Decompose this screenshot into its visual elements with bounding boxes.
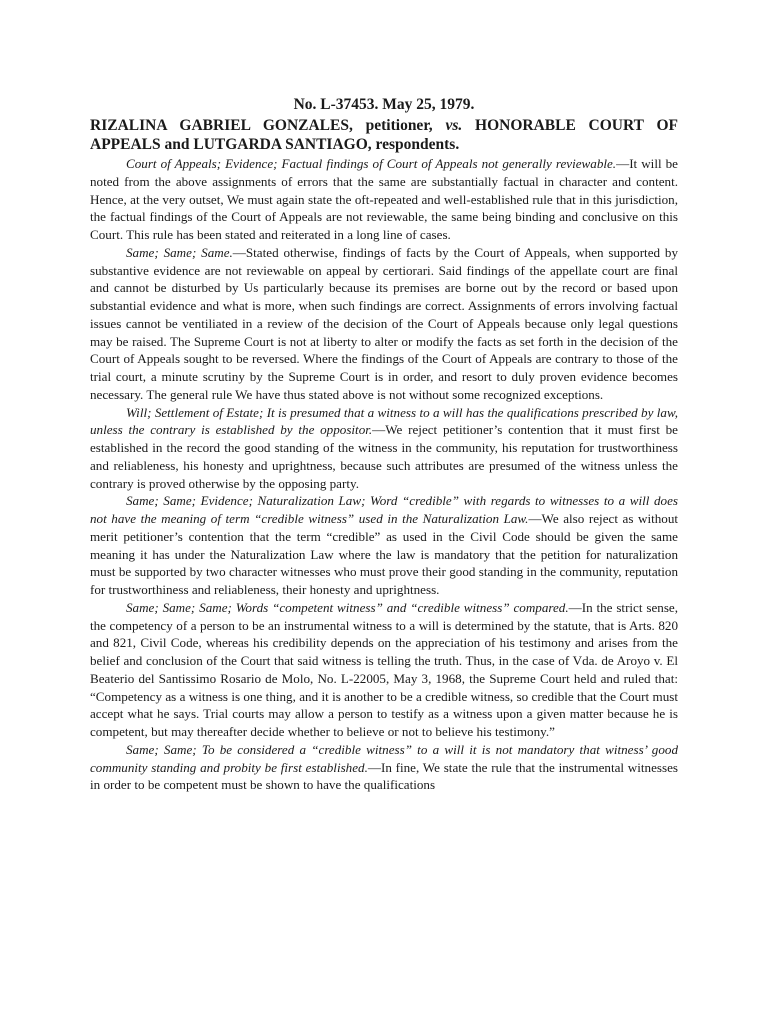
syllabus-heading: Same; Same; Same; Words “competent witness” and “credible witness” compared. — [126, 599, 569, 615]
syllabus-heading: Same; Same; To be considered a “credible witness” to a will it is not mandatory that witness’ good community standing and probity be first established. — [90, 741, 678, 775]
syllabus-body: —In fine, We state the rule that the instrumental witnesses in order to be competent must be shown to have the qualifications — [90, 759, 678, 793]
respondents-name: HONORABLE COURT OF APPEALS and LUTGARDA SANTIAGO, respondents. — [90, 117, 679, 153]
syllabus-heading: Same; Same; Evidence; Naturalization Law; Word “credible” with regards to witnesses to a will does not have the meaning of term “credible witness” used in the Naturalization Law. — [90, 493, 678, 526]
syllabus-heading: Same; Same; Same. — [126, 244, 233, 260]
syllabus-heading: Will; Settlement of Estate; It is presumed that a witness to a will has the qualifications prescribed by law, unless the contrary is established by the oppositor. — [90, 404, 678, 438]
syllabus-body: —We reject petitioner’s contention that it must first be established in the record the good standing of the witness in the community, his reputation for trustworthiness and reliableness, his honesty and uprightness, because such attributes are presumed of the witness unless the contrary is proved otherwise by the opposing party. — [90, 422, 678, 491]
syllabus-heading: Court of Appeals; Evidence; Factual findings of Court of Appeals not generally reviewable. — [126, 156, 617, 171]
syllabus-body: —Stated otherwise, findings of facts by the Court of Appeals, when supported by substantive evidence are not reviewable on appeal by certiorari. Said findings of the appellate court are final and cannot be disturbed by Us particularly because its premises are borne out by the record or based upon substantial evidence and what is more, when such findings are correct. Assignments of errors involving factual issues cannot be ventiliated in a review of the decision of the Court of Appeals because only legal questions may be raised. The Supreme Court is not at liberty to alter or modify the facts as set forth in the decision of the Court of Appeals sought to be reversed. Where the findings of the Court of Appeals are contrary to those of the trial court, a minute scrutiny by the Supreme Court is in order, and resort to duly proven evidence becomes necessary. The general rule We have thus stated above is not without some recognized exceptions. — [90, 244, 678, 402]
syllabus-body: —In the strict sense, the competency of a person to be an instrumental witness to a will is determined by the statute, that is Arts. 820 and 821, Civil Code, whereas his credibility depends on the appreciation of his testimony and arises from the belief and conclusion of the Court that said witness is telling the truth. Thus, in the case of Vda. de Aroyo v. El Beaterio del Santissimo Rosario de Molo, No. L-22005, May 3, 1968, the Supreme Court held and ruled that: “Competency as a witness is one thing, and it is another to be a credible witness, so credible that the Court must accept what he says. Trial courts may allow a person to testify as a witness upon a given matter because he is competent, but may thereafter decide whether to believe or not to believe his testimony.” — [90, 599, 679, 739]
syllabus-paragraph-6 — [90, 741, 678, 794]
syllabus-paragraph-2 — [90, 244, 678, 404]
syllabus-body: —We also reject as without merit petitioner’s contention that the term “credible” as used in the Civil Code should be given the same meaning it has under the Naturalization Law where the law is mandatory that the petition for naturalization must be supported by two character witnesses who must prove their good standing in the community, reputation for trustworthiness and reliableness, their honesty and uprightness. — [90, 511, 678, 597]
case-parties — [90, 116, 678, 154]
case-number: No. L-37453. May 25, 1979. — [293, 96, 475, 113]
syllabus-paragraph-4 — [90, 492, 678, 599]
versus-label: vs. — [445, 117, 463, 134]
syllabus-paragraph-5 — [90, 599, 678, 741]
syllabus-paragraph-1 — [90, 155, 678, 244]
syllabus-paragraph-3 — [90, 404, 678, 493]
petitioner-name: RIZALINA GABRIEL GONZALES, petitioner, — [90, 117, 433, 134]
document-page — [90, 95, 678, 794]
syllabus-body: —It will be noted from the above assignments of errors that the same are substantially factual in character and content. Hence, at the very outset, We must again state the oft-repeated and well-established rule that in this jurisdiction, the factual findings of the Court of Appeals are not reviewable, the same being binding and conclusive on this Court. This rule has been stated and reiterated in a long line of cases. — [90, 156, 678, 242]
